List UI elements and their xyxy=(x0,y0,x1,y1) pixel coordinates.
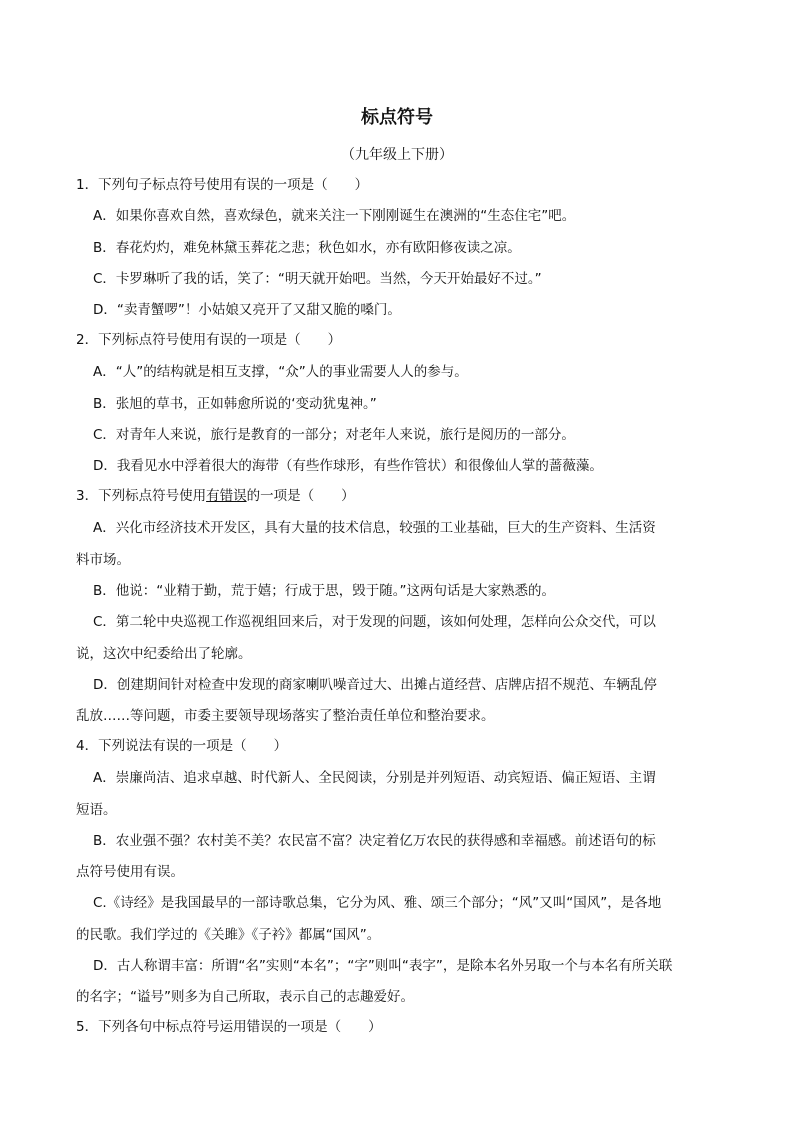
question-3-option-d: D．创建期间针对检查中发现的商家喇叭噪音过大、出摊占道经营、店牌店招不规范、车辆乱停 xyxy=(93,677,657,693)
question-3-option-c-cont: 说，这次中纪委给出了轮廓。 xyxy=(76,646,252,662)
question-2-option-b: B．张旭的草书，正如韩愈所说的‘变动犹鬼神。” xyxy=(93,396,377,412)
question-3-option-b: B．他说：“业精于勤，荒于嬉；行成于思，毁于随。”这两句话是大家熟悉的。 xyxy=(93,583,555,599)
page-subtitle: （九年级上下册） xyxy=(341,147,453,163)
question-2-option-d: D．我看见水中浮着很大的海带（有些作球形，有些作管状）和很像仙人掌的蔷薇藻。 xyxy=(93,458,603,474)
question-1-option-d: D．“卖青蟹啰”！小姑娘又亮开了又甜又脆的嗓门。 xyxy=(93,302,401,318)
question-4-option-a: A．崇廉尚洁、追求卓越、时代新人、全民阅读，分别是并列短语、动宾短语、偏正短语、主谓 xyxy=(93,770,656,786)
question-4-option-b: B．农业强不强？农村美不美？农民富不富？决定着亿万农民的获得感和幸福感。前述语句的标 xyxy=(93,833,656,849)
question-4-option-c: C.《诗经》是我国最早的一部诗歌总集，它分为风、雅、颂三个部分；“风”又叫“国风”，是各地 xyxy=(93,895,662,911)
question-1-option-c: C．卡罗琳听了我的话，笑了：“明天就开始吧。当然，今天开始最好不过。” xyxy=(93,271,542,287)
question-3-option-c: C．第二轮中央巡视工作巡视组回来后，对于发现的问题，该如何处理，怎样向公众交代，可以 xyxy=(93,614,656,630)
question-3-stem-post: 的一项是（ ） xyxy=(246,488,355,504)
question-1-stem: 1．下列句子标点符号使用有误的一项是（ ） xyxy=(76,177,369,193)
question-2-option-c: C．对青年人来说，旅行是教育的一部分；对老年人来说，旅行是阅历的一部分。 xyxy=(93,427,575,443)
question-1-option-a: A．如果你喜欢自然，喜欢绿色，就来关注一下刚刚诞生在澳洲的“生态住宅”吧。 xyxy=(93,208,576,224)
question-4-option-c-cont: 的民歌。我们学过的《关雎》《子衿》都属“国风”。 xyxy=(76,927,381,943)
question-4-option-a-cont: 短语。 xyxy=(76,802,117,818)
question-4-option-d: D．古人称谓丰富：所谓“名”实则“本名”；“字”则叫“表字”，是除本名外另取一个与本名有所关联 xyxy=(93,958,673,974)
page-title: 标点符号 xyxy=(361,107,433,128)
question-3-stem xyxy=(76,487,355,505)
question-5-stem: 5．下列各句中标点符号运用错误的一项是（ ） xyxy=(76,1019,382,1035)
question-2-option-a: A．“人”的结构就是相互支撑，“众”人的事业需要人人的参与。 xyxy=(93,364,468,380)
question-3-option-d-cont: 乱放……等问题，市委主要领导现场落实了整治责任单位和整治要求。 xyxy=(76,708,495,724)
question-4-stem: 4．下列说法有误的一项是（ ） xyxy=(76,738,288,754)
question-3-stem-pre: 3．下列标点符号使用 xyxy=(76,488,207,504)
question-3-option-a-cont: 料市场。 xyxy=(76,552,130,568)
question-3-option-a: A．兴化市经济技术开发区，具有大量的技术信息，较强的工业基础，巨大的生产资料、生活资 xyxy=(93,520,656,536)
question-3-stem-underline: 有错误 xyxy=(206,488,247,504)
question-1-option-b: B．春花灼灼，难免林黛玉葬花之悲；秋色如水，亦有欧阳修夜读之凉。 xyxy=(93,240,521,256)
question-2-stem: 2．下列标点符号使用有误的一项是（ ） xyxy=(76,332,342,348)
question-4-option-b-cont: 点符号使用有误。 xyxy=(76,864,184,880)
question-4-option-d-cont: 的名字；“谥号”则多为自己所取，表示自己的志趣爱好。 xyxy=(76,989,414,1005)
